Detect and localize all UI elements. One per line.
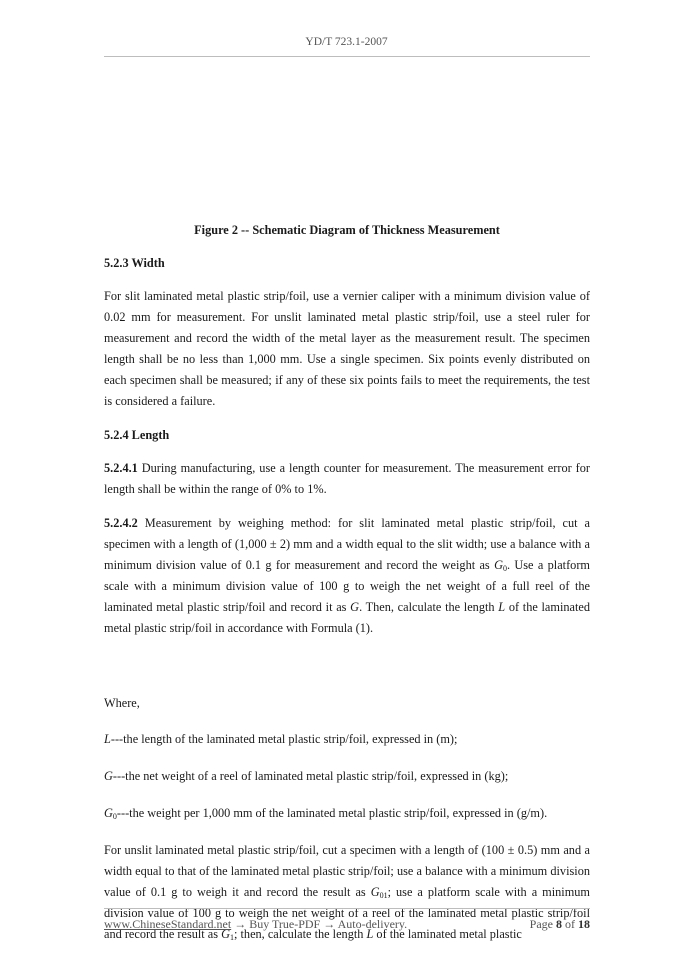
width-paragraph: For slit laminated metal plastic strip/foil, use a vernier caliper with a minimum division value of 0.02 mm for measurement. For unslit laminated metal plastic strip/foil, use a steel ruler for measurement and record the width of the metal layer as the measurement result. The specimen length shall be no less than 1,000 mm. Use a single specimen. Six points evenly distributed on each specimen shall be measured; if any of these six points fails to meet the requirements, the test is considered a failure. <box>104 289 590 408</box>
of-label: of <box>565 917 575 931</box>
symbol-subscript: 01 <box>379 891 388 900</box>
length-counter-paragraph <box>104 458 590 500</box>
page-number: 8 <box>556 917 562 931</box>
clause-text: . Then, calculate the length <box>359 600 499 614</box>
symbol-subscript: 1 <box>230 933 235 942</box>
site-link[interactable]: www.ChineseStandard.net <box>104 917 232 931</box>
document-header <box>0 36 693 48</box>
paragraph-text: For unslit laminated metal plastic strip/foil, cut a specimen with a length of (100 ± 0.5) mm and a width equal to that of the laminated metal plastic strip/foil; use a balance with a minimum division value of 0.1 g to weigh it and record the result as <box>104 843 590 899</box>
definition-item <box>104 729 590 750</box>
page-indicator <box>530 917 590 932</box>
document-id: YD/T 723.1-2007 <box>305 36 388 48</box>
page-footer <box>104 917 590 932</box>
where-label: Where, <box>104 696 140 710</box>
clause-text: of the laminated metal plastic strip/foil in accordance with Formula (1). <box>104 600 590 635</box>
symbol: G <box>494 558 503 572</box>
clause-number: 5.2.4.2 <box>104 516 138 530</box>
symbol: L <box>104 732 111 746</box>
clause-text: . Use a platform scale with a minimum division value of 100 g to weigh the net weight of a full reel of the laminated metal plastic strip/foil and record it as <box>104 558 590 614</box>
arrow-icon: → <box>323 917 336 931</box>
page-total: 18 <box>578 917 590 931</box>
buy-pdf-text: Buy True-PDF <box>249 917 321 931</box>
symbol-subscript: 0 <box>112 812 117 821</box>
header-divider <box>104 56 590 57</box>
delivery-text: Auto-delivery. <box>337 917 408 931</box>
symbol: G <box>221 927 231 941</box>
page-label: Page <box>529 917 553 931</box>
definition-item <box>104 803 590 824</box>
clause-number: 5.2.4.1 <box>104 461 138 475</box>
symbol: L <box>498 600 506 614</box>
page-content <box>104 220 590 958</box>
symbol: G <box>370 885 380 899</box>
definition-text: ---the length of the laminated metal plastic strip/foil, expressed in (m); <box>110 732 458 746</box>
paragraph-text: of the laminated metal plastic <box>373 927 522 941</box>
footer-divider <box>104 908 590 909</box>
symbol: G <box>104 769 113 783</box>
figure-caption: Figure 2 -- Schematic Diagram of Thickness Measurement <box>194 223 500 237</box>
clause-text: During manufacturing, use a length counter for measurement. The measurement error for length shall be within the range of 0% to 1%. <box>104 461 590 496</box>
symbol: G <box>350 600 360 614</box>
definition-text: ---the weight per 1,000 mm of the laminated metal plastic strip/foil, expressed in (g/m). <box>116 806 548 820</box>
symbol: L <box>366 927 374 941</box>
footer-links <box>104 917 407 932</box>
section-heading-length: 5.2.4 Length <box>104 428 170 442</box>
arrow-icon: → <box>234 917 247 931</box>
paragraph-text: ; use a platform scale with a minimum division value of 100 g to weigh the net weight of a reel of the laminated metal plastic strip/foil and record the result as <box>104 885 590 941</box>
formula-placeholder <box>104 652 590 693</box>
symbol: G <box>104 806 113 820</box>
definition-item <box>104 766 590 787</box>
paragraph-text: ; then, calculate the length <box>234 927 367 941</box>
section-heading-width: 5.2.3 Width <box>104 256 165 270</box>
definition-text: ---the net weight of a reel of laminated metal plastic strip/foil, expressed in (kg); <box>112 769 509 783</box>
weighing-method-paragraph <box>104 513 590 639</box>
clause-text: Measurement by weighing method: for slit laminated metal plastic strip/foil, cut a specimen with a length of (1,000 ± 2) mm and a width equal to the slit width; use a balance with a minimum division value of 0.1 g for measurement and record the weight as <box>104 516 590 572</box>
symbol-subscript: 0 <box>502 564 507 573</box>
